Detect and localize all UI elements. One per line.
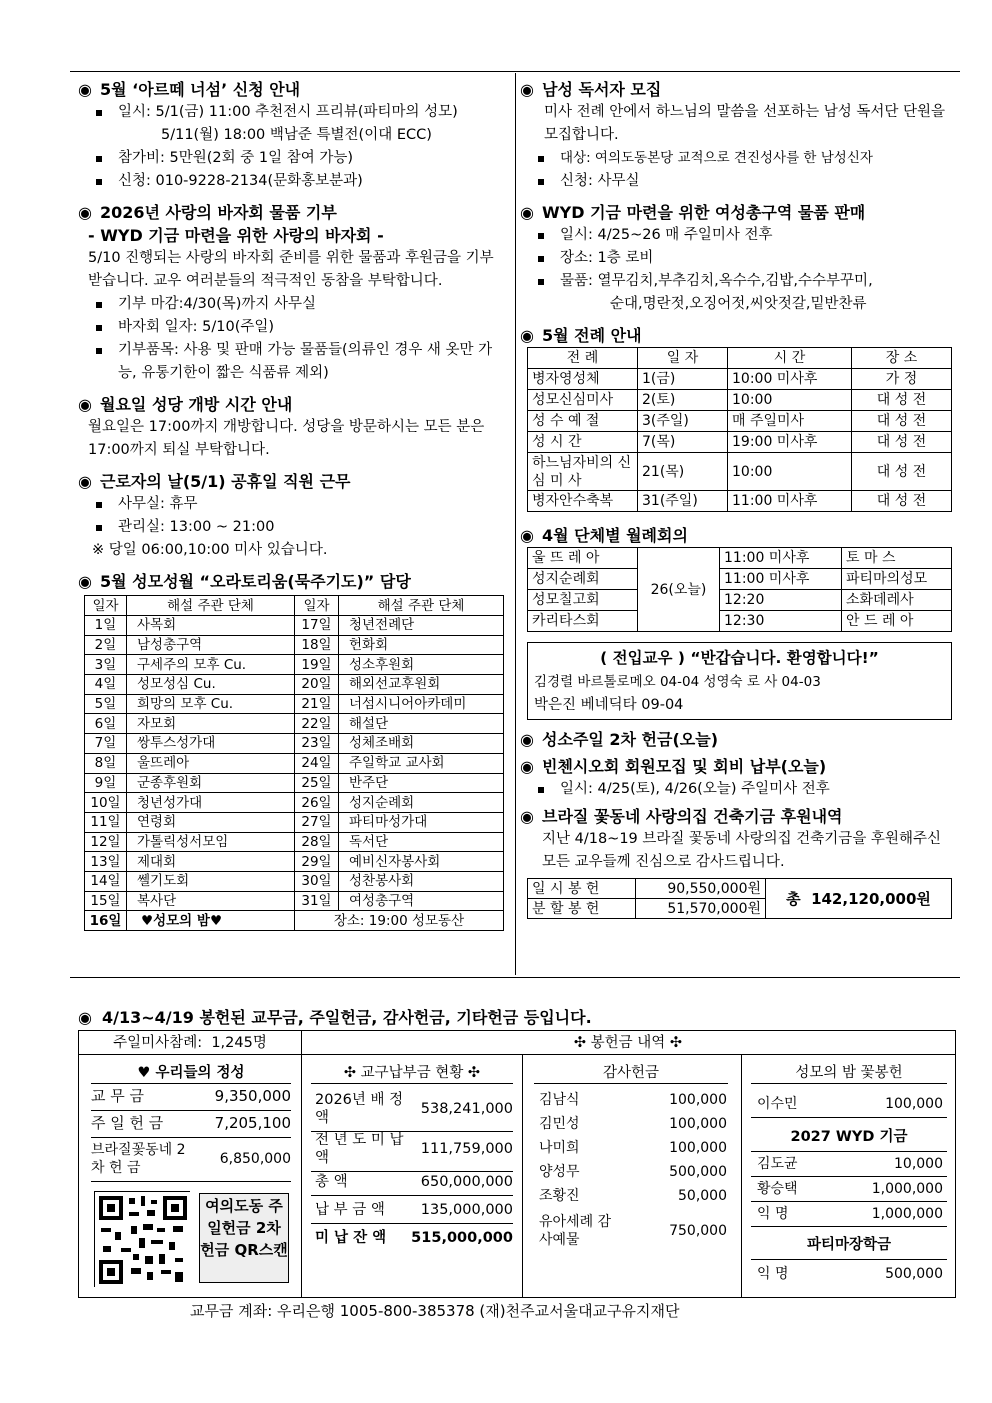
table-cell: 군종후원회 — [127, 773, 295, 793]
table-cell: 청년전례단 — [339, 616, 504, 636]
table-cell: 병자영성체 — [528, 369, 638, 390]
table-cell: 18일 — [295, 635, 339, 655]
list-item-continuation: 5/11(월) 18:00 백남준 특별전(이대 ECC) — [161, 127, 432, 143]
table-cell: 5일 — [85, 694, 127, 714]
table-row — [528, 491, 952, 512]
table-cell: 24일 — [295, 753, 339, 773]
section-description: 미사 전례 안에서 하느님의 말씀을 선포하는 남성 독서단 단원을 모집합니다. — [544, 104, 946, 143]
bullet-icon: ◉ — [78, 80, 92, 99]
table-header-row — [528, 348, 952, 369]
table-row — [85, 635, 504, 655]
donor-row: 김도균 10,000 — [757, 1156, 943, 1172]
middle-rule — [70, 977, 960, 978]
table-cell: 소화데레사 — [842, 590, 952, 611]
table-cell: 분 할 봉 헌 — [528, 899, 636, 919]
liturgy-table — [527, 347, 952, 512]
table-cell: 카리타스회 — [528, 611, 638, 632]
table-cell: 3(주일) — [638, 411, 728, 432]
list-item: 일시: 4/25(토), 4/26(오늘) 주일미사 전후 — [520, 778, 955, 801]
brazil-table — [527, 878, 952, 919]
divider — [311, 1195, 513, 1196]
diocese-row: 납 부 금 액 135,000,000 — [315, 1202, 513, 1218]
attendance-header: 주일미사참례: 1,245명 — [79, 1031, 301, 1055]
table-cell: 장소: 19:00 성모동산 — [295, 911, 504, 931]
table-row — [85, 852, 504, 872]
diocese-row: 미 납 잔 액 515,000,000 — [315, 1230, 513, 1246]
section-liturgy — [520, 324, 955, 512]
table-cell: 14일 — [85, 871, 127, 891]
square-bullet-icon — [538, 233, 544, 239]
table-cell: 여성총구역 — [339, 891, 504, 911]
table-cell: 성모신심미사 — [528, 390, 638, 411]
section-title: ◉ 브라질 꽃동네 사랑의집 건축기금 후원내역 — [520, 807, 843, 826]
divider — [751, 1259, 947, 1260]
section-monday — [78, 393, 508, 462]
table-row — [528, 432, 952, 453]
table-cell: 19:00 미사후 — [728, 432, 852, 453]
list-item: 바자회 일자: 5/10(주일) — [78, 316, 508, 339]
table-cell: 13일 — [85, 852, 127, 872]
right-column — [520, 78, 955, 927]
monthly-table — [527, 547, 952, 632]
square-bullet-icon — [538, 787, 544, 793]
top-rule — [70, 71, 960, 72]
table-cell: 대 성 전 — [852, 453, 952, 491]
table-row — [85, 616, 504, 636]
list-item: 대상: 여의도동본당 교적으로 견진성사를 한 남성신자 — [520, 147, 955, 170]
table-cell: 쎌기도회 — [127, 871, 295, 891]
table-cell: 울뜨레아 — [127, 753, 295, 773]
mary-header: 성모의 밤 꽃봉헌 — [751, 1063, 947, 1084]
welcome-line: 박은진 베네딕타 09-04 — [534, 697, 684, 713]
table-cell: 2일 — [85, 635, 127, 655]
divider — [91, 1181, 291, 1182]
divider — [301, 1031, 302, 1297]
header-cell: 일자 — [295, 596, 339, 616]
table-row — [85, 714, 504, 734]
table-cell: 4일 — [85, 675, 127, 695]
table-cell: 90,550,000원 — [636, 879, 766, 899]
column-divider — [515, 73, 516, 975]
table-cell: 성지순례회 — [528, 569, 638, 590]
square-bullet-icon — [538, 256, 544, 262]
table-cell: 30일 — [295, 871, 339, 891]
square-bullet-icon — [96, 179, 102, 185]
section-subtitle: - WYD 기금 마련을 위한 사랑의 바자회 - — [88, 226, 384, 245]
section-title: ◉ 5월 ‘아르떼 너섬’ 신청 안내 — [78, 80, 301, 99]
table-cell: 성 시 간 — [528, 432, 638, 453]
note-text: ※ 당일 06:00,10:00 미사 있습니다. — [92, 542, 328, 558]
table-row — [528, 879, 952, 899]
table-cell: 22일 — [295, 714, 339, 734]
table-cell: 매 주일미사 — [728, 411, 852, 432]
square-bullet-icon — [538, 156, 544, 162]
table-cell: 성체조배회 — [339, 734, 504, 754]
table-cell: 7(목) — [638, 432, 728, 453]
table-cell: 주일학교 교사회 — [339, 753, 504, 773]
section-title: ◉ 5월 전례 안내 — [520, 326, 642, 345]
donor-row: 양성무 500,000 — [539, 1164, 727, 1180]
section-readers — [520, 78, 955, 193]
table-row — [85, 793, 504, 813]
table-cell: 하느님자비의 신 심 미 사 — [528, 453, 638, 491]
bullet-icon: ◉ — [520, 807, 534, 826]
table-cell: 토 마 스 — [842, 548, 952, 569]
list-item: 일시: 5/1(금) 11:00 추천전시 프리뷰(파티마의 성모) — [78, 101, 508, 124]
section-rosary — [78, 570, 508, 931]
table-cell: 헌화회 — [339, 635, 504, 655]
table-row — [85, 911, 504, 931]
table-cell: 사목회 — [127, 616, 295, 636]
sincerity-header: ♥ 우리들의 정성 — [91, 1063, 291, 1084]
table-cell: 대 성 전 — [852, 432, 952, 453]
table-cell: 7일 — [85, 734, 127, 754]
table-cell: 성모성심 Cu. — [127, 675, 295, 695]
table-cell: 연령회 — [127, 812, 295, 832]
diocese-row: 총 액 650,000,000 — [315, 1174, 513, 1190]
bullet-icon: ◉ — [520, 526, 534, 545]
bullet-icon: ◉ — [520, 326, 534, 345]
list-item: 신청: 사무실 — [520, 170, 955, 193]
bullet-icon: ◉ — [520, 203, 534, 222]
table-cell: 쌍투스성가대 — [127, 734, 295, 754]
donor-row: 김민성 100,000 — [539, 1116, 727, 1132]
table-row — [85, 891, 504, 911]
divider — [751, 1117, 947, 1118]
table-cell: 남성총구역 — [127, 635, 295, 655]
donor-row: 김남식 100,000 — [539, 1092, 727, 1108]
table-cell: 11:00 미사후 — [728, 491, 852, 512]
table-row — [528, 548, 952, 569]
table-cell: 성 수 예 절 — [528, 411, 638, 432]
table-cell: 병자안수축복 — [528, 491, 638, 512]
rosary-body — [85, 616, 504, 911]
header-cell: 시 간 — [728, 348, 852, 369]
divider — [311, 1223, 513, 1224]
bullet-icon: ◉ — [78, 572, 92, 591]
welcome-title: ( 전입교우 ) “반갑습니다. 환영합니다!” — [600, 649, 879, 667]
table-row — [85, 832, 504, 852]
table-cell: 12:30 — [720, 611, 842, 632]
table-row — [85, 655, 504, 675]
table-cell: 1일 — [85, 616, 127, 636]
table-cell: 독서단 — [339, 832, 504, 852]
table-row — [85, 675, 504, 695]
thanks-header: 감사헌금 — [534, 1063, 728, 1084]
table-cell: 복사단 — [127, 891, 295, 911]
table-cell: 예비신자봉사회 — [339, 852, 504, 872]
list-item: 장소: 1층 로비 — [520, 247, 955, 270]
table-cell: 파티마의성모 — [842, 569, 952, 590]
table-cell: 28일 — [295, 832, 339, 852]
table-cell: 자모회 — [127, 714, 295, 734]
table-cell: 27일 — [295, 812, 339, 832]
table-cell: 11일 — [85, 812, 127, 832]
square-bullet-icon — [96, 502, 102, 508]
list-item: 물품: 열무김치,부추김치,옥수수,김밥,수수부꾸미, — [520, 270, 955, 293]
divider — [751, 1226, 947, 1227]
section-may-program — [78, 78, 508, 193]
table-cell: 10:00 — [728, 453, 852, 491]
square-bullet-icon — [96, 525, 102, 531]
section-title: ◉ 근로자의 날(5/1) 공휴일 직원 근무 — [78, 472, 351, 491]
donor-row: 조황진 50,000 — [539, 1188, 727, 1204]
table-cell: 파티마성가대 — [339, 812, 504, 832]
header-cell: 전 례 — [528, 348, 638, 369]
welcome-line: 김경렬 바르톨로메오 04-04 성영숙 로 사 04-03 — [534, 674, 821, 690]
square-bullet-icon — [96, 110, 102, 116]
table-cell: 11:00 미사후 — [720, 569, 842, 590]
offering-title: ◉ 4/13~4/19 봉헌된 교무금, 주일헌금, 감사헌금, 기타헌금 등입니다. — [78, 1008, 592, 1027]
sincerity-row: 교 무 금 9,350,000 — [91, 1087, 291, 1105]
donor-row: 나미희 100,000 — [539, 1140, 727, 1156]
square-bullet-icon — [96, 302, 102, 308]
table-cell: 구세주의 모후 Cu. — [127, 655, 295, 675]
table-cell: 29일 — [295, 852, 339, 872]
offering-header: ✣ 봉헌금 내역 ✣ — [301, 1031, 955, 1055]
list-item: 기부 마감:4/30(목)까지 사무실 — [78, 293, 508, 316]
table-cell: 3일 — [85, 655, 127, 675]
donor-row: 유아세례 감사예물 750,000 — [539, 1214, 727, 1248]
table-cell: 2(토) — [638, 390, 728, 411]
list-item: 사무실: 휴무 — [78, 493, 508, 516]
sincerity-row: 주 일 헌 금 7,205,100 — [91, 1114, 291, 1132]
qr-scan-label: 여의도동 주일헌금 2차헌금 QR스캔 — [199, 1193, 289, 1283]
table-cell: 성지순례회 — [339, 793, 504, 813]
bullet-icon: ◉ — [520, 80, 534, 99]
list-item-continuation: 순대,명란젓,오징어젓,씨앗젓갈,밑반찬류 — [610, 296, 867, 312]
table-cell: 가 정 — [852, 369, 952, 390]
header-cell: 해설 주관 단체 — [339, 596, 504, 616]
account-footer: 교무금 계좌: 우리은행 1005-800-385378 (재)천주교서울대교구유지재단 — [190, 1302, 680, 1320]
table-row — [85, 694, 504, 714]
sincerity-row: 브라질꽃동네 2 차 헌 금 6,850,000 — [91, 1142, 291, 1176]
section-title: ◉ 빈첸시오회 회원모집 및 회비 납부(오늘) — [520, 757, 827, 776]
table-row — [85, 871, 504, 891]
table-row — [528, 369, 952, 390]
header-cell: 해설 주관 단체 — [127, 596, 295, 616]
square-bullet-icon — [538, 279, 544, 285]
table-row — [528, 569, 952, 590]
table-cell: 12:20 — [720, 590, 842, 611]
table-cell: 가톨릭성서모임 — [127, 832, 295, 852]
section-title: ◉ 2026년 사랑의 바자회 물품 기부 — [78, 203, 337, 222]
section-description: 월요일은 17:00까지 개방합니다. 성당을 방문하시는 모든 분은 17:00까지 퇴실 부탁합니다. — [88, 419, 485, 458]
table-header-row — [85, 596, 504, 616]
bullet-icon: ◉ — [520, 730, 534, 749]
table-cell: 해설단 — [339, 714, 504, 734]
table-cell: 성소후원회 — [339, 655, 504, 675]
table-cell: 6일 — [85, 714, 127, 734]
table-cell: 26일 — [295, 793, 339, 813]
table-cell: 대 성 전 — [852, 491, 952, 512]
table-cell: 제대회 — [127, 852, 295, 872]
section-vocation — [520, 728, 955, 751]
table-row — [85, 753, 504, 773]
section-title: ◉ 남성 독서자 모집 — [520, 80, 662, 99]
bullet-icon: ◉ — [78, 1008, 92, 1027]
table-row — [85, 773, 504, 793]
fatima-header: 파티마장학금 — [806, 1237, 892, 1253]
table-cell: 23일 — [295, 734, 339, 754]
divider — [741, 1055, 742, 1297]
table-cell: 10일 — [85, 793, 127, 813]
table-cell: 15일 — [85, 891, 127, 911]
table-cell: 일 시 봉 헌 — [528, 879, 636, 899]
section-bazaar — [78, 201, 508, 385]
square-bullet-icon — [96, 325, 102, 331]
divider — [91, 1110, 291, 1111]
table-cell: 16일 — [85, 911, 127, 931]
table-cell: 총 142,120,000원 — [766, 879, 952, 919]
section-title: ◉ 5월 성모성월 “오라토리움(묵주기도)” 담당 — [78, 572, 411, 591]
section-monthly-meeting — [520, 524, 955, 720]
table-cell: 해외선교후원회 — [339, 675, 504, 695]
table-row — [528, 390, 952, 411]
table-cell: 31일 — [295, 891, 339, 911]
table-cell: 대 성 전 — [852, 390, 952, 411]
table-cell: 17일 — [295, 616, 339, 636]
table-cell: 성모칠고회 — [528, 590, 638, 611]
donor-row: 익 명 1,000,000 — [757, 1206, 943, 1222]
table-cell: 21일 — [295, 694, 339, 714]
table-cell: ♥성모의 밤♥ — [127, 911, 295, 931]
qr-code[interactable] — [94, 1191, 190, 1287]
table-cell: 대 성 전 — [852, 411, 952, 432]
divider — [311, 1171, 513, 1172]
square-bullet-icon — [96, 156, 102, 162]
qr-code-icon — [95, 1192, 191, 1288]
table-cell: 성찬봉사회 — [339, 871, 504, 891]
section-wyd-sale — [520, 201, 955, 316]
section-title: ◉ 성소주일 2차 헌금(오늘) — [520, 730, 719, 749]
table-cell: 울 뜨 레 아 — [528, 548, 638, 569]
table-row — [85, 812, 504, 832]
square-bullet-icon — [538, 179, 544, 185]
table-row — [528, 590, 952, 611]
donor-row: 이수민 100,000 — [757, 1096, 943, 1112]
table-cell: 10:00 — [728, 390, 852, 411]
table-cell: 반주단 — [339, 773, 504, 793]
bullet-icon: ◉ — [78, 395, 92, 414]
list-item: 참가비: 5만원(2회 중 1일 참여 가능) — [78, 147, 508, 170]
divider — [522, 1055, 523, 1297]
table-cell: 31(주일) — [638, 491, 728, 512]
section-labor-day — [78, 470, 508, 562]
table-cell: 희망의 모후 Cu. — [127, 694, 295, 714]
square-bullet-icon — [96, 348, 102, 354]
donor-row: 익 명 500,000 — [757, 1266, 943, 1282]
table-row — [85, 734, 504, 754]
table-cell: 19일 — [295, 655, 339, 675]
list-item: 기부품목: 사용 및 판매 가능 물품들(의류인 경우 새 옷만 가능, 유통기한이 짧은 식품류 제외) — [78, 339, 508, 385]
rosary-table — [84, 595, 504, 931]
divider — [91, 1137, 291, 1138]
bullet-icon: ◉ — [78, 472, 92, 491]
header-cell: 일 자 — [638, 348, 728, 369]
wyd-header: 2027 WYD 기금 — [790, 1129, 908, 1145]
divider — [751, 1176, 947, 1177]
divider — [751, 1201, 947, 1202]
table-cell: 9일 — [85, 773, 127, 793]
divider — [751, 1151, 947, 1152]
table-cell: 12일 — [85, 832, 127, 852]
list-item: 관리실: 13:00 ~ 21:00 — [78, 516, 508, 539]
table-cell: 26(오늘) — [638, 548, 720, 632]
list-item: 일시: 4/25~26 매 주일미사 전후 — [520, 224, 955, 247]
donor-row: 황승택 1,000,000 — [757, 1181, 943, 1197]
section-title: ◉ WYD 기금 마련을 위한 여성총구역 물품 판매 — [520, 203, 866, 222]
section-title: ◉ 4월 단체별 월례회의 — [520, 526, 688, 545]
list-item: 신청: 010-9228-2134(문화홍보분과) — [78, 170, 508, 193]
monthly-body — [528, 548, 952, 632]
table-row — [528, 453, 952, 491]
left-column — [78, 78, 508, 939]
table-row — [528, 611, 952, 632]
header-cell: 장 소 — [852, 348, 952, 369]
diocese-row: 전 년 도 미 납 액 111,759,000 — [315, 1132, 513, 1166]
table-cell: 25일 — [295, 773, 339, 793]
table-cell: 21(목) — [638, 453, 728, 491]
table-cell: 20일 — [295, 675, 339, 695]
table-row — [528, 411, 952, 432]
diocese-row: 2026년 배 정 액 538,241,000 — [315, 1092, 513, 1126]
section-brazil — [520, 805, 955, 919]
bullet-icon: ◉ — [520, 757, 534, 776]
table-cell: 51,570,000원 — [636, 899, 766, 919]
liturgy-body — [528, 369, 952, 512]
bullet-icon: ◉ — [78, 203, 92, 222]
table-cell: 11:00 미사후 — [720, 548, 842, 569]
table-cell: 10:00 미사후 — [728, 369, 852, 390]
diocese-header: ✣ 교구납부금 현황 ✣ — [311, 1063, 513, 1084]
table-cell: 안 드 레 아 — [842, 611, 952, 632]
section-vincent — [520, 755, 955, 801]
section-description: 지난 4/18~19 브라질 꽃동네 사랑의집 건축기금을 후원해주신 모든 교우들께 진심으로 감사드립니다. — [542, 831, 941, 870]
section-description: 5/10 진행되는 사랑의 바자회 준비를 위한 물품과 후원금을 기부 받습니다. 교우 여러분들의 적극적인 동참을 부탁합니다. — [88, 250, 494, 289]
table-cell: 너섬시니어아카데미 — [339, 694, 504, 714]
welcome-box — [527, 642, 952, 720]
table-cell: 청년성가대 — [127, 793, 295, 813]
header-cell: 일자 — [85, 596, 127, 616]
section-title: ◉ 월요일 성당 개방 시간 안내 — [78, 395, 293, 414]
offering-box — [78, 1030, 956, 1298]
table-cell: 1(금) — [638, 369, 728, 390]
table-cell: 8일 — [85, 753, 127, 773]
